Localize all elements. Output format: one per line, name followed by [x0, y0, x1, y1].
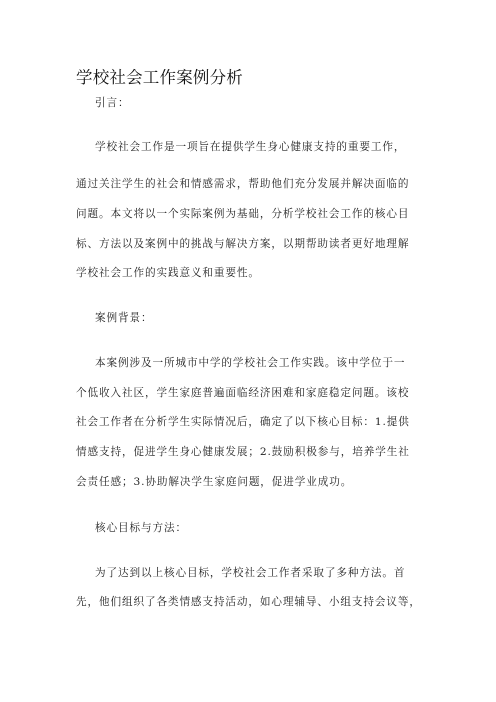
paragraph-line: 先，他们组织了各类情感支持活动，如心理辅导、小组支持会议等，	[76, 596, 421, 608]
paragraph-line: 个低收入社区，学生家庭普遍面临经济困难和家庭稳定问题。该校	[76, 387, 410, 399]
paragraph-line: 学校社会工作的实践意义和重要性。	[76, 267, 260, 279]
paragraph-line: 通过关注学生的社会和情感需求，帮助他们充分发展并解决面临的	[76, 178, 410, 190]
paragraph-line: 为了达到以上核心目标，学校社会工作者采取了多种方法。首	[95, 567, 406, 579]
goals-heading: 核心目标与方法：	[95, 522, 187, 534]
background-heading: 案例背景：	[95, 312, 153, 324]
paragraph-line: 学校社会工作是一项旨在提供学生身心健康支持的重要工作，	[95, 141, 406, 153]
paragraph-line: 情感支持，促进学生身心健康发展；2.鼓励积极参与，培养学生社	[76, 446, 410, 458]
paragraph-line: 社会工作者在分析学生实际情况后，确定了以下核心目标：1.提供	[76, 416, 410, 428]
paragraph-line: 问题。本文将以一个实际案例为基础，分析学校社会工作的核心目	[76, 208, 410, 220]
paragraph-line: 本案例涉及一所城市中学的学校社会工作实践。该中学位于一	[95, 357, 406, 369]
paragraph-line: 标、方法以及案例中的挑战与解决方案，以期帮助读者更好地理解	[76, 238, 410, 250]
intro-heading: 引言：	[95, 97, 130, 109]
paragraph-line: 会责任感；3.协助解决学生家庭问题，促进学业成功。	[76, 476, 353, 488]
document-title: 学校社会工作案例分析	[76, 68, 243, 87]
